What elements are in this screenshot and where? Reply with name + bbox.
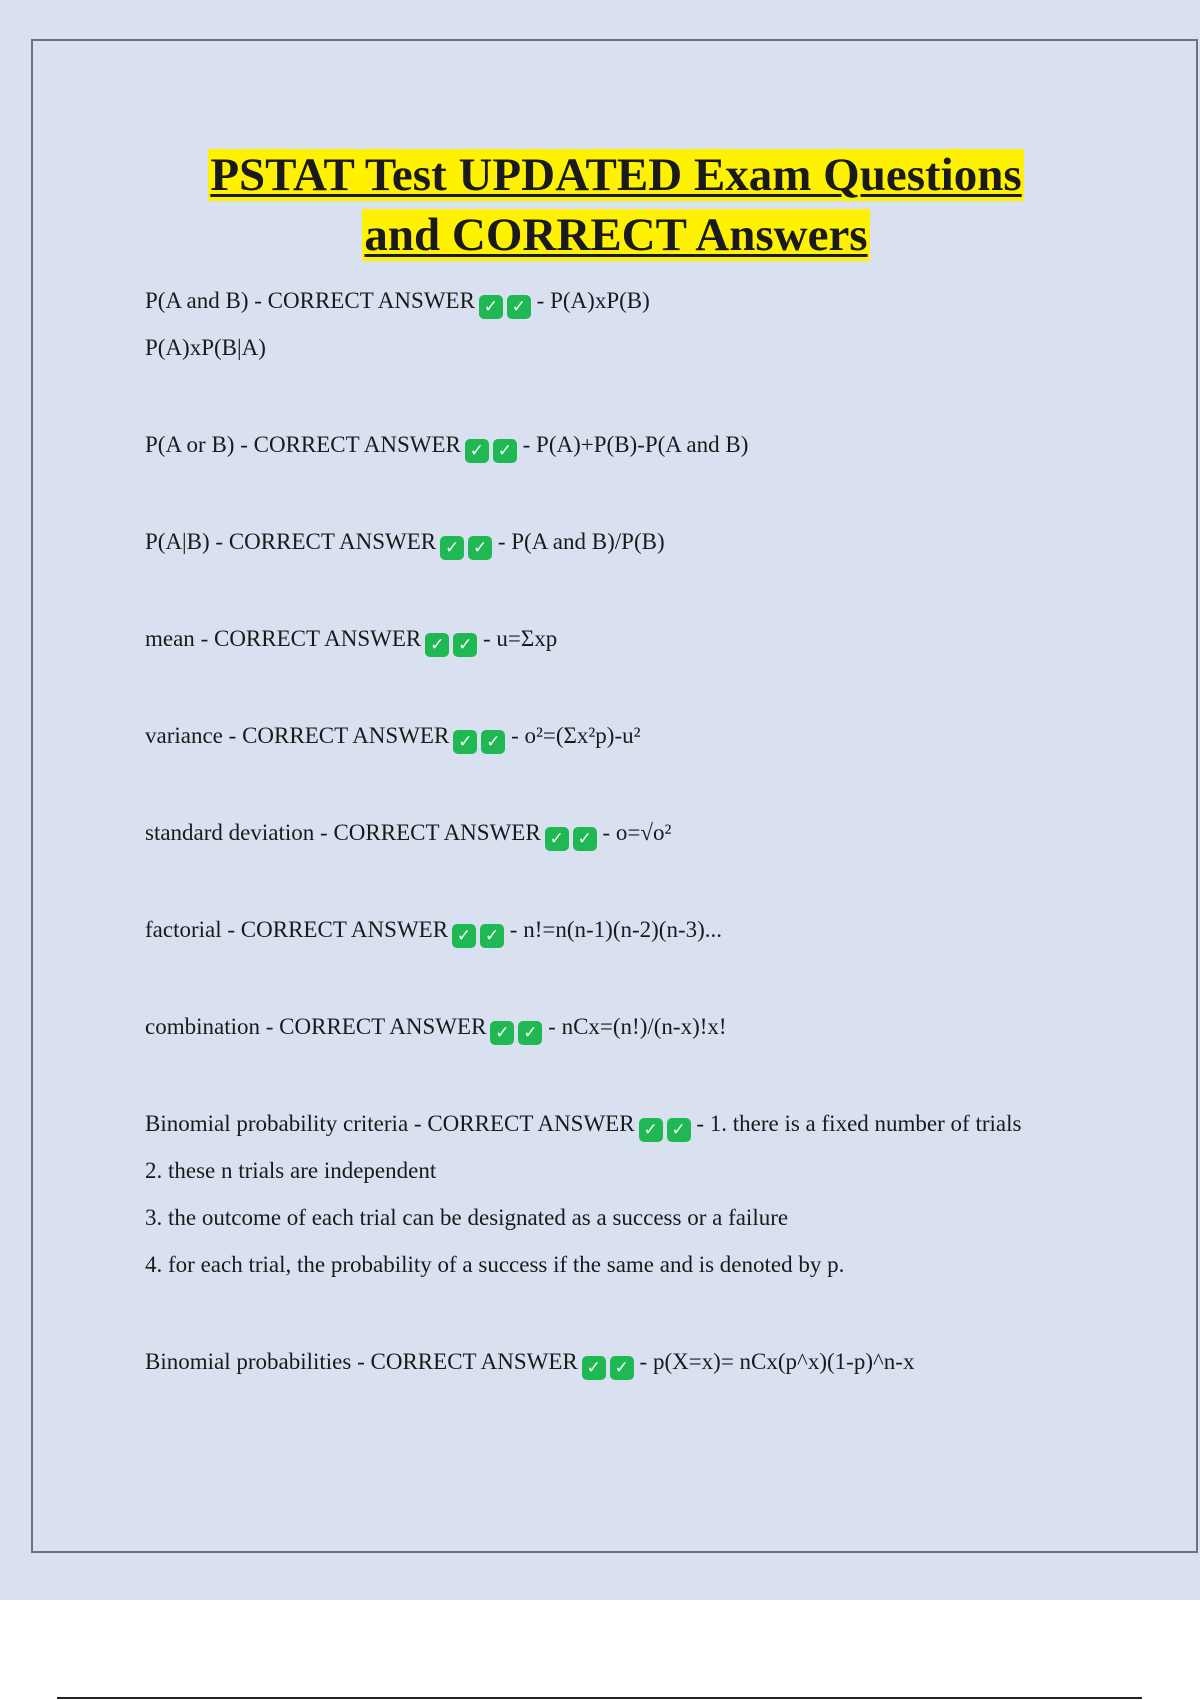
title-line-2: and CORRECT Answers bbox=[364, 209, 868, 261]
answer-continuation bbox=[145, 329, 1145, 376]
qa-first-line bbox=[145, 426, 1145, 473]
answer-continuation bbox=[145, 1152, 1145, 1199]
separator: - bbox=[633, 1349, 653, 1374]
correct-answer-label: CORRECT ANSWER bbox=[333, 820, 541, 845]
qa-first-line bbox=[145, 1343, 1145, 1390]
answer-text: nCx=(n!)/(n-x)!x! bbox=[561, 1014, 727, 1039]
answer-text: u=Σxp bbox=[496, 626, 558, 651]
separator: - bbox=[248, 288, 268, 313]
correct-answer-label: CORRECT ANSWER bbox=[279, 1014, 487, 1039]
qa-item bbox=[145, 814, 1145, 861]
separator: - bbox=[314, 820, 334, 845]
checkmark-icon: ✓ bbox=[639, 1118, 663, 1142]
qa-list bbox=[145, 282, 1145, 1440]
qa-item bbox=[145, 620, 1145, 667]
checkmark-icon: ✓ bbox=[452, 924, 476, 948]
correct-answer-label: CORRECT ANSWER bbox=[242, 723, 450, 748]
checkmark-icon: ✓ bbox=[481, 730, 505, 754]
checkmark-icon: ✓ bbox=[479, 295, 503, 319]
answer-text: P(A)+P(B)-P(A and B) bbox=[536, 432, 749, 457]
separator: - bbox=[516, 432, 537, 457]
qa-item bbox=[145, 1105, 1145, 1293]
answer-text: 4. for each trial, the probability of a success if the same and is denoted by p. bbox=[145, 1252, 845, 1277]
checkmark-icon: ✓ bbox=[493, 439, 517, 463]
question-term: P(A|B) bbox=[145, 529, 210, 554]
answer-text: 1. there is a fixed number of trials bbox=[709, 1111, 1022, 1136]
question-term: Binomial probabilities bbox=[145, 1349, 352, 1374]
checkmark-icon: ✓ bbox=[490, 1021, 514, 1045]
checkmark-icon: ✓ bbox=[667, 1118, 691, 1142]
correct-answer-label: CORRECT ANSWER bbox=[370, 1349, 578, 1374]
checkmark-icon: ✓ bbox=[573, 827, 597, 851]
separator: - bbox=[492, 529, 512, 554]
qa-item bbox=[145, 1008, 1145, 1055]
separator: - bbox=[221, 917, 241, 942]
checkmark-icon: ✓ bbox=[507, 295, 531, 319]
question-term: variance bbox=[145, 723, 223, 748]
separator: - bbox=[477, 626, 497, 651]
answer-text: 3. the outcome of each trial can be designated as a success or a failure bbox=[145, 1205, 789, 1230]
checkmark-icon: ✓ bbox=[610, 1356, 634, 1380]
correct-answer-label: CORRECT ANSWER bbox=[267, 288, 475, 313]
qa-item bbox=[145, 426, 1145, 473]
checkmark-icon: ✓ bbox=[468, 536, 492, 560]
question-term: Binomial probability criteria bbox=[145, 1111, 409, 1136]
separator: - bbox=[408, 1111, 428, 1136]
answer-text: 2. these n trials are independent bbox=[145, 1158, 437, 1183]
correct-answer-label: CORRECT ANSWER bbox=[213, 626, 422, 651]
checkmark-icon: ✓ bbox=[545, 827, 569, 851]
separator: - bbox=[690, 1111, 710, 1136]
qa-item bbox=[145, 523, 1145, 570]
checkmark-icon: ✓ bbox=[582, 1356, 606, 1380]
footer-rule bbox=[57, 1697, 1142, 1699]
correct-answer-label: CORRECT ANSWER bbox=[253, 432, 461, 457]
qa-item bbox=[145, 282, 1145, 376]
title-line-1: PSTAT Test UPDATED Exam Questions bbox=[210, 149, 1022, 201]
qa-first-line bbox=[145, 911, 1145, 958]
qa-first-line bbox=[145, 523, 1145, 570]
checkmark-icon: ✓ bbox=[453, 633, 477, 657]
question-term: mean bbox=[145, 626, 195, 651]
separator: - bbox=[530, 288, 551, 313]
answer-text: P(A and B)/P(B) bbox=[511, 529, 665, 554]
answer-text: o=√o² bbox=[615, 820, 672, 845]
qa-item bbox=[145, 911, 1145, 958]
question-term: combination bbox=[145, 1014, 260, 1039]
separator: - bbox=[194, 626, 214, 651]
separator: - bbox=[259, 1014, 280, 1039]
separator: - bbox=[505, 723, 525, 748]
qa-first-line bbox=[145, 282, 1145, 329]
checkmark-icon: ✓ bbox=[440, 536, 464, 560]
separator: - bbox=[351, 1349, 371, 1374]
checkmark-icon: ✓ bbox=[518, 1021, 542, 1045]
separator: - bbox=[542, 1014, 562, 1039]
document-title bbox=[0, 145, 1200, 265]
separator: - bbox=[222, 723, 243, 748]
answer-text: p(X=x)= nCx(p^x)(1-p)^n-x bbox=[652, 1349, 915, 1374]
separator: - bbox=[504, 917, 524, 942]
checkmark-icon: ✓ bbox=[453, 730, 477, 754]
answer-text: o²=(Σx²p)-u² bbox=[524, 723, 641, 748]
qa-item bbox=[145, 1343, 1145, 1390]
qa-first-line bbox=[145, 620, 1145, 667]
question-term: factorial bbox=[145, 917, 222, 942]
qa-first-line bbox=[145, 1008, 1145, 1055]
checkmark-icon: ✓ bbox=[465, 439, 489, 463]
qa-first-line bbox=[145, 1105, 1145, 1152]
answer-text: P(A)xP(B|A) bbox=[145, 335, 266, 360]
answer-continuation bbox=[145, 1246, 1145, 1293]
qa-item bbox=[145, 717, 1145, 764]
separator: - bbox=[234, 432, 254, 457]
qa-first-line bbox=[145, 717, 1145, 764]
correct-answer-label: CORRECT ANSWER bbox=[427, 1111, 635, 1136]
question-term: P(A or B) bbox=[145, 432, 235, 457]
qa-first-line bbox=[145, 814, 1145, 861]
answer-continuation bbox=[145, 1199, 1145, 1246]
correct-answer-label: CORRECT ANSWER bbox=[228, 529, 437, 554]
correct-answer-label: CORRECT ANSWER bbox=[240, 917, 449, 942]
checkmark-icon: ✓ bbox=[425, 633, 449, 657]
answer-text: P(A)xP(B) bbox=[550, 288, 650, 313]
separator: - bbox=[596, 820, 616, 845]
answer-text: n!=n(n-1)(n-2)(n-3)... bbox=[523, 917, 723, 942]
separator: - bbox=[209, 529, 229, 554]
checkmark-icon: ✓ bbox=[480, 924, 504, 948]
question-term: standard deviation bbox=[145, 820, 315, 845]
question-term: P(A and B) bbox=[145, 288, 249, 313]
